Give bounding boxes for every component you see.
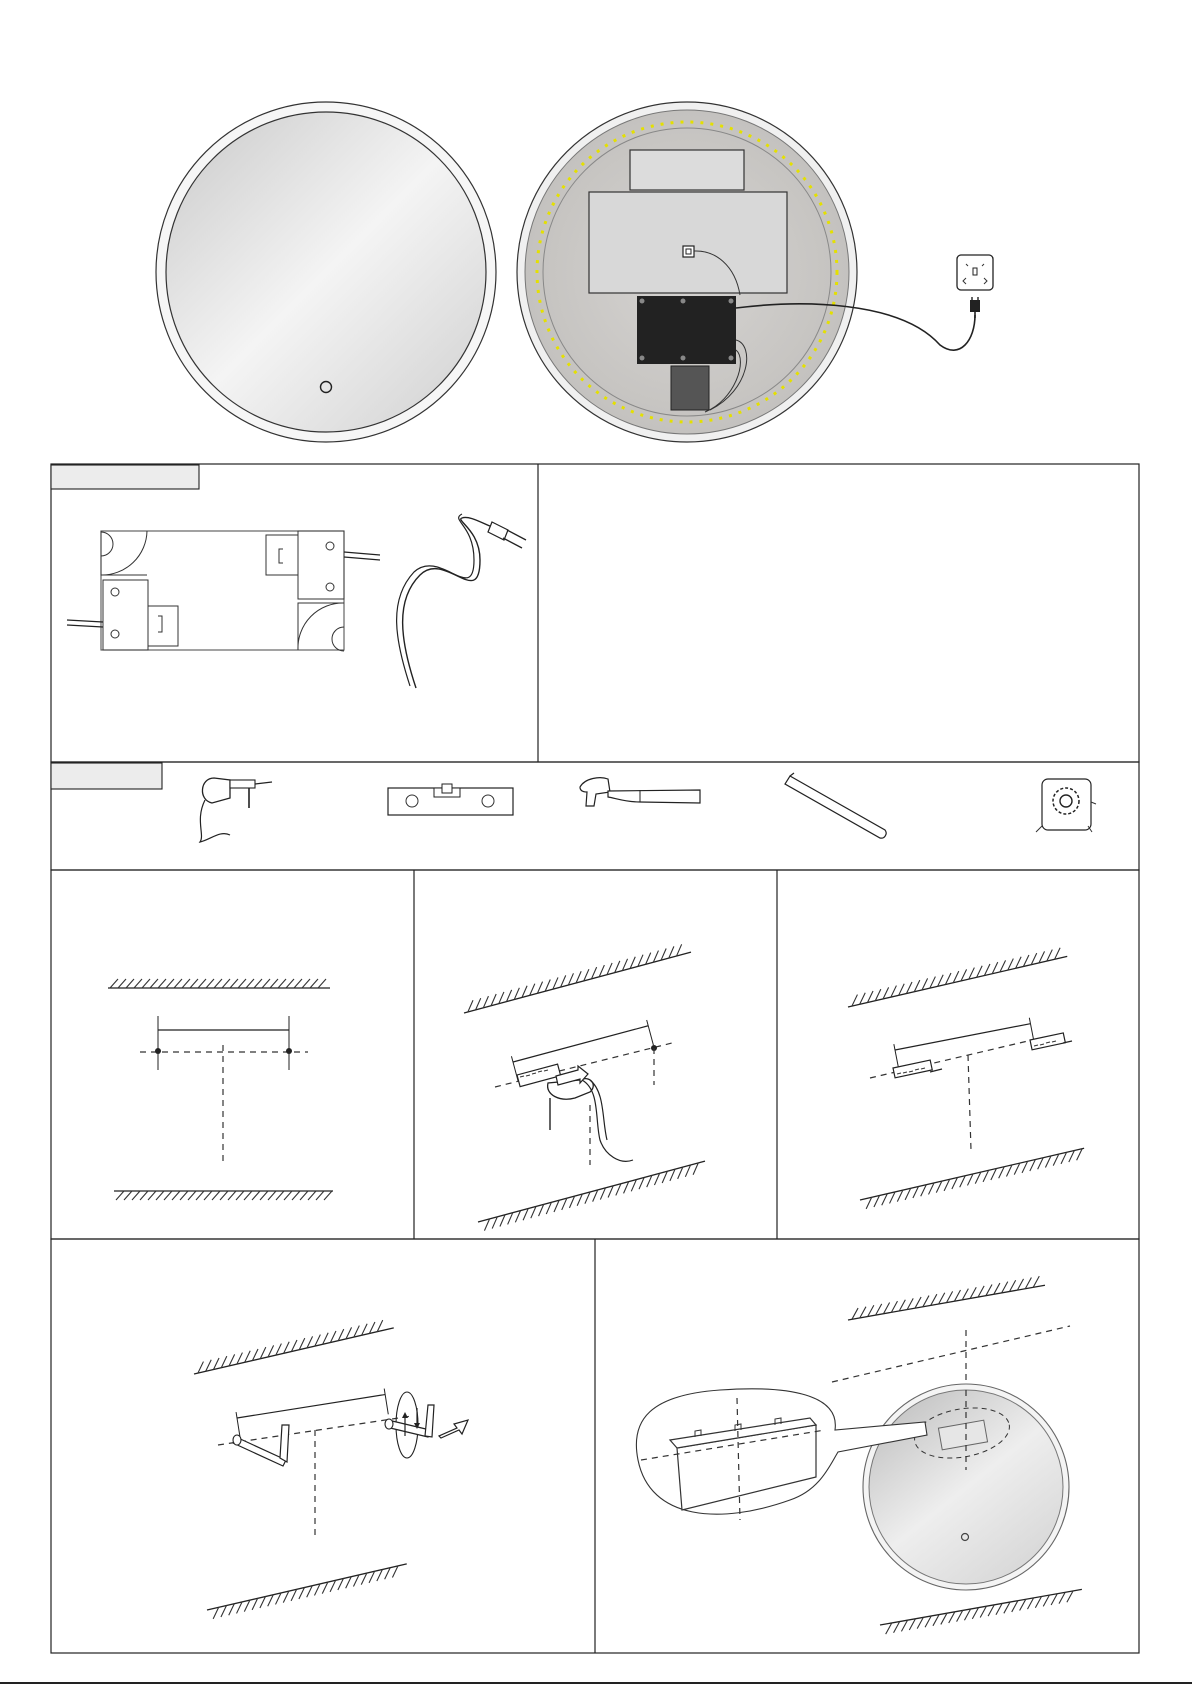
power-plug-icon <box>970 297 980 318</box>
mounting-panel <box>589 192 787 293</box>
hammer-icon <box>580 778 700 806</box>
bracket-plate <box>630 150 744 190</box>
step-3-figure <box>846 947 1087 1210</box>
step-2-figure <box>461 943 707 1232</box>
switch-icon <box>683 246 694 257</box>
package-contents-section <box>51 464 1139 762</box>
tools-label-box <box>51 763 162 789</box>
pencil-icon <box>785 773 886 838</box>
drill-icon <box>1036 779 1096 832</box>
anchor-right <box>1030 1033 1072 1050</box>
anchor-cable-tool-icon <box>200 778 272 842</box>
anchor-insert-figure <box>517 1064 633 1165</box>
package-contents-label-box <box>51 465 199 489</box>
driver-box <box>637 296 736 364</box>
driver-box-drawing <box>67 531 380 651</box>
junction-box <box>671 366 709 410</box>
front-mirror-figure <box>156 102 496 442</box>
step-5-figure <box>636 1275 1083 1634</box>
step-4-figure <box>192 1318 468 1620</box>
step-1-figure <box>108 979 333 1200</box>
hex-key-left <box>233 1425 289 1466</box>
tools-section <box>51 762 1139 870</box>
power-cord-drawing <box>397 514 526 688</box>
hex-key-right <box>385 1392 468 1458</box>
back-mirror-figure <box>517 102 975 442</box>
wall-socket-icon <box>957 255 993 290</box>
mounted-mirror <box>863 1384 1069 1590</box>
spirit-level-icon <box>388 784 513 815</box>
